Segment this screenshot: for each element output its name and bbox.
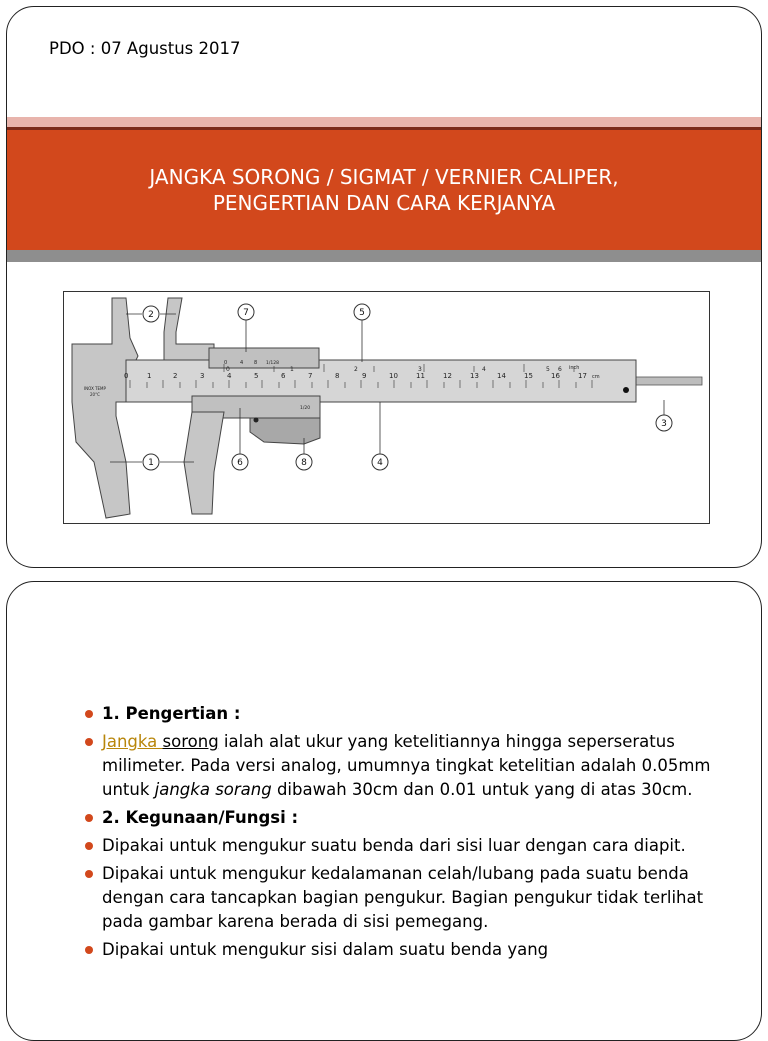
main-tick-9: 9 — [362, 372, 367, 380]
title-line-2: PENGERTIAN DAN CARA KERJANYA — [212, 191, 556, 215]
vernier-top-8: 8 — [254, 360, 258, 366]
callout-7-label: 7 — [243, 308, 249, 318]
main-tick-6: 6 — [281, 372, 286, 380]
slide-2 — [6, 581, 762, 1041]
callout-2 — [143, 306, 159, 322]
main-tick-12: 12 — [443, 372, 452, 380]
main-tick-4: 4 — [227, 372, 232, 380]
main-tick-11: 11 — [416, 372, 425, 380]
date-label: PDO : 07 Agustus 2017 — [49, 39, 241, 58]
callout-1 — [143, 454, 159, 470]
main-tick-17: 17 — [578, 372, 587, 380]
caliper-diagram — [64, 292, 709, 523]
main-tick-7: 7 — [308, 372, 313, 380]
heading-pengertian: 1. Pengertian : — [102, 704, 241, 723]
callout-3-label: 3 — [661, 419, 667, 429]
callout-3 — [656, 415, 672, 431]
inch-tick-2: 2 — [354, 366, 358, 373]
accent-band-top — [7, 117, 761, 127]
inside-jaw — [164, 298, 214, 360]
slide-content — [85, 702, 725, 966]
main-tick-0: 0 — [124, 372, 129, 380]
beam-hole — [623, 387, 629, 393]
bullet-dot — [85, 842, 93, 850]
callout-6 — [232, 454, 248, 470]
use-inside: Dipakai untuk mengukur sisi dalam suatu benda yang — [102, 940, 549, 959]
definition-italic: jangka sorang — [154, 780, 272, 799]
list-item — [85, 730, 725, 802]
inch-tick-3: 3 — [418, 366, 422, 373]
vernier-top-unit: 1/128 — [266, 361, 279, 366]
callout-6-label: 6 — [237, 458, 243, 468]
bullet-dot — [85, 870, 93, 878]
list-item — [85, 834, 725, 858]
inch-tick-4: 4 — [482, 366, 486, 373]
inch-tick-0: 0 — [226, 366, 230, 373]
main-tick-10: 10 — [389, 372, 398, 380]
callout-8 — [296, 454, 312, 470]
slide-1 — [6, 6, 762, 568]
heading-kegunaan: 2. Kegunaan/Fungsi : — [102, 808, 299, 827]
list-item — [85, 806, 725, 830]
vernier-caliper-figure — [63, 291, 710, 524]
link-sorong[interactable]: sorong — [162, 732, 219, 751]
movable-jaw — [184, 412, 224, 514]
callout-4 — [372, 454, 388, 470]
use-depth: Dipakai untuk mengukur kedalamanan celah/lubang pada suatu benda dengan cara tancapkan bagian pengukur. Bagian pengukur tidak terlihat pada gambar karena berada di sisi pemegang. — [102, 864, 704, 931]
main-tick-8: 8 — [335, 372, 340, 380]
main-tick-15: 15 — [524, 372, 533, 380]
list-item — [85, 862, 725, 934]
bullet-dot — [85, 710, 93, 718]
inch-tick-5: 5 — [546, 366, 550, 373]
callout-2-label: 2 — [148, 310, 154, 320]
main-tick-14: 14 — [497, 372, 506, 380]
locking-screw — [254, 418, 259, 423]
title-bar — [7, 130, 761, 250]
main-tick-2: 2 — [173, 372, 178, 380]
use-outside: Dipakai untuk mengukur suatu benda dari sisi luar dengan cara diapit. — [102, 836, 686, 855]
callout-8-label: 8 — [301, 458, 307, 468]
bullet-dot — [85, 738, 93, 746]
callout-5 — [354, 304, 370, 320]
main-tick-16: 16 — [551, 372, 560, 380]
link-jangka[interactable]: Jangka — [102, 732, 163, 751]
fixed-jaw — [72, 298, 138, 518]
callout-5-label: 5 — [359, 308, 365, 318]
bullet-dot — [85, 814, 93, 822]
depth-rod — [634, 377, 702, 385]
accent-band-bottom — [7, 250, 761, 262]
vernier-top-0: 0 — [224, 360, 228, 366]
list-item — [85, 938, 725, 962]
main-tick-3: 3 — [200, 372, 205, 380]
vernier-bottom-unit: 1/20 — [300, 406, 311, 411]
callout-4-label: 4 — [377, 458, 383, 468]
callout-7 — [238, 304, 254, 320]
definition-text-b: dibawah 30cm dan 0.01 untuk yang di atas 30cm. — [271, 780, 693, 799]
main-tick-5: 5 — [254, 372, 259, 380]
main-unit: cm — [592, 374, 600, 380]
main-tick-13: 13 — [470, 372, 479, 380]
inch-tick-1: 1 — [290, 366, 294, 373]
title-line-1: JANGKA SORONG / SIGMAT / VERNIER CALIPER, — [149, 165, 619, 189]
thumb-screw — [250, 418, 320, 444]
list-item — [85, 702, 725, 726]
inch-tick-6: 6 — [558, 366, 562, 373]
callout-1-label: 1 — [148, 458, 154, 468]
brand-label: INOX TEMP — [84, 386, 106, 391]
main-tick-1: 1 — [147, 372, 152, 380]
brand-label-2: 20°C — [90, 392, 100, 397]
bullet-dot — [85, 946, 93, 954]
inch-unit: inch — [569, 365, 580, 371]
definition-text-a: ialah alat ukur yang ketelitiannya hingga seperseratus milimeter. Pada versi analog, umumnya tingkat ketelitian adalah 0.05mm untuk — [102, 732, 711, 799]
vernier-top-4: 4 — [240, 360, 244, 366]
